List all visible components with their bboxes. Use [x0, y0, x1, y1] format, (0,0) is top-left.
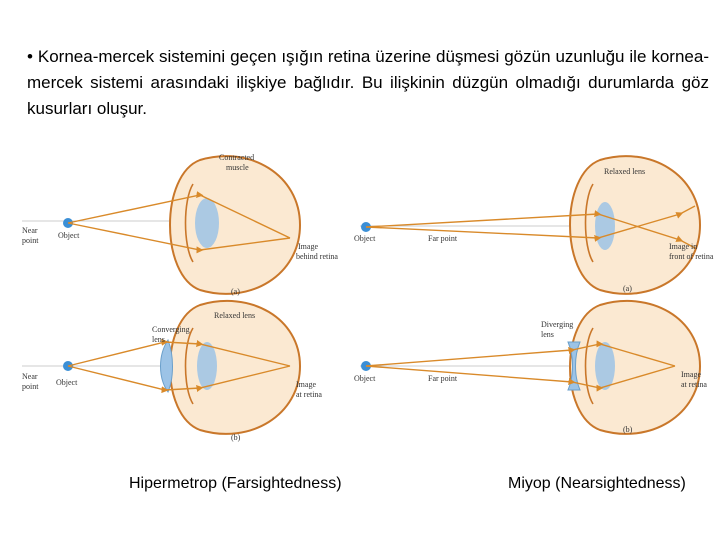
label-object: Object	[56, 378, 78, 387]
label-image-2: front of retina	[669, 252, 714, 261]
label-object: Object	[354, 374, 376, 383]
label-corrective-2: lens	[152, 335, 165, 344]
panel-myopia-uncorrected	[354, 156, 714, 294]
label-lens: Relaxed lens	[604, 167, 646, 176]
label-object: Object	[354, 234, 376, 243]
label-near-1: Near	[22, 372, 38, 381]
panel-tag: (b)	[231, 433, 241, 442]
label-image-1: Image	[298, 242, 318, 251]
eye-lens	[195, 198, 219, 248]
label-image-2: at retina	[296, 390, 322, 399]
label-object: Object	[58, 231, 80, 240]
label-far-point: Far point	[428, 374, 458, 383]
caption-myopia: Miyop (Nearsightedness)	[508, 475, 686, 492]
label-image-1: Image	[681, 370, 701, 379]
label-muscle-1: Contracted	[219, 153, 255, 162]
caption-hypermetropia: Hipermetrop (Farsightedness)	[129, 475, 342, 492]
panel-hyperopia-uncorrected	[22, 153, 338, 296]
label-image-1: Image in	[669, 242, 698, 251]
label-near-2: point	[22, 382, 39, 391]
panel-tag: (a)	[623, 284, 632, 293]
label-corrective-2: lens	[541, 330, 554, 339]
eyeball	[170, 156, 300, 294]
eyeball	[170, 301, 300, 434]
eye-lens	[197, 342, 217, 390]
label-corrective-1: Diverging	[541, 320, 574, 329]
intro-paragraph: • Kornea-mercek sistemini geçen ışığın retina üzerine düşmesi gözün uzunluğu ile kornea-mercek sistemi arasındaki ilişkiye bağlıdır. Bu ilişkinin düzgün olmadığı durumlarda göz kusurları oluşur.	[27, 47, 709, 118]
panel-hyperopia-corrected	[22, 301, 322, 442]
label-image-2: behind retina	[296, 252, 338, 261]
label-image-1: Image	[296, 380, 316, 389]
panel-tag: (a)	[231, 287, 240, 296]
converging-lens-icon	[161, 340, 173, 392]
label-near-1: Near	[22, 226, 38, 235]
label-corrective-1: Converging	[152, 325, 190, 334]
label-lens: Relaxed lens	[214, 311, 256, 320]
panel-tag: (b)	[623, 425, 633, 434]
label-image-2: at retina	[681, 380, 707, 389]
eye-lens	[595, 202, 615, 250]
eyeball	[570, 301, 700, 434]
label-near-2: point	[22, 236, 39, 245]
label-far-point: Far point	[428, 234, 458, 243]
eye-lens	[595, 342, 615, 390]
label-muscle-2: muscle	[226, 163, 249, 172]
panel-myopia-corrected	[354, 301, 707, 434]
